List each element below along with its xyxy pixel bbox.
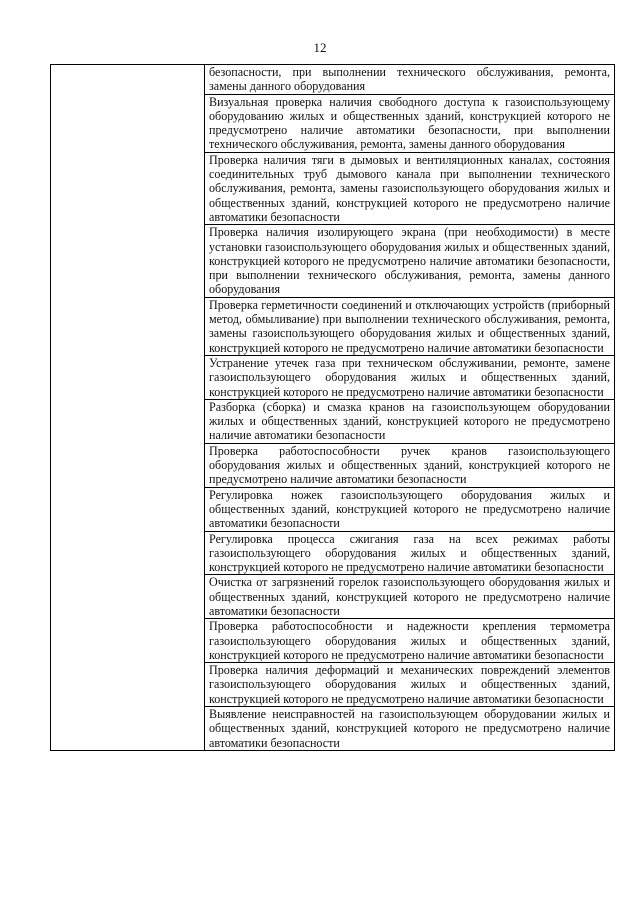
table-cell: Устранение утечек газа при техническом обслуживании, ремонте, замене газоиспользующего оборудования жилых и общественных зданий, конструкцией которого не предусмотрено наличие автоматики безопасности (205, 355, 615, 399)
table-row (51, 65, 615, 95)
table-cell: Проверка работоспособности и надежности крепления термометра газоиспользующего оборудования жилых и общественных зданий, конструкцией которого не предусмотрено наличие автоматики безопасности (205, 619, 615, 663)
table-cell: Проверка наличия тяги в дымовых и вентиляционных каналах, состояния соединительных труб дымового канала при выполнении технического обслуживания, ремонта, замены газоиспользующего оборудования жилых и общественных зданий, конструкцией которого не предусмотрено наличие автоматики безопасности (205, 152, 615, 224)
empty-left-column (51, 65, 205, 751)
table-cell: безопасности, при выполнении технического обслуживания, ремонта, замены данного оборудования (205, 65, 615, 95)
table-cell: Проверка наличия изолирующего экрана (при необходимости) в месте установки газоиспользующего оборудования жилых и общественных зданий, конструкцией которого не предусмотрено наличие автоматики безопасности, при выполнении технического обслуживания, ремонта, замены данного оборудования (205, 225, 615, 297)
services-table (50, 64, 615, 751)
table-cell: Регулировка процесса сжигания газа на всех режимах работы газоиспользующего оборудования жилых и общественных зданий, конструкцией которого не предусмотрено наличие автоматики безопасности (205, 531, 615, 575)
table-cell: Разборка (сборка) и смазка кранов на газоиспользующем оборудовании жилых и общественных зданий, конструкцией которого не предусмотрено наличие автоматики безопасности (205, 399, 615, 443)
table-cell: Проверка наличия деформаций и механических повреждений элементов газоиспользующего оборудования жилых и общественных зданий, конструкцией которого не предусмотрено наличие автоматики безопасности (205, 663, 615, 707)
table-cell: Выявление неисправностей на газоиспользующем оборудовании жилых и общественных зданий, конструкцией которого не предусмотрено наличие автоматики безопасности (205, 707, 615, 751)
table-cell: Проверка герметичности соединений и отключающих устройств (приборный метод, обмыливание) при выполнении технического обслуживания, ремонта, замены газоиспользующего оборудования жилых и общественных зданий, конструкцией которого не предусмотрено наличие автоматики безопасности (205, 297, 615, 355)
table-cell: Визуальная проверка наличия свободного доступа к газоиспользующему оборудованию жилых и общественных зданий, конструкцией которого не предусмотрено наличие автоматики безопасности, при выполнении технического обслуживания, ремонта, замены данного оборудования (205, 94, 615, 152)
table-cell: Очистка от загрязнений горелок газоиспользующего оборудования жилых и общественных зданий, конструкцией которого не предусмотрено наличие автоматики безопасности (205, 575, 615, 619)
page-number: 12 (313, 40, 327, 55)
table-cell: Проверка работоспособности ручек кранов газоиспользующего оборудования жилых и общественных зданий, конструкцией которого не предусмотрено наличие автоматики безопасности (205, 443, 615, 487)
services-table-body (51, 65, 615, 751)
table-cell: Регулировка ножек газоиспользующего оборудования жилых и общественных зданий, конструкцией которого не предусмотрено наличие автоматики безопасности (205, 487, 615, 531)
